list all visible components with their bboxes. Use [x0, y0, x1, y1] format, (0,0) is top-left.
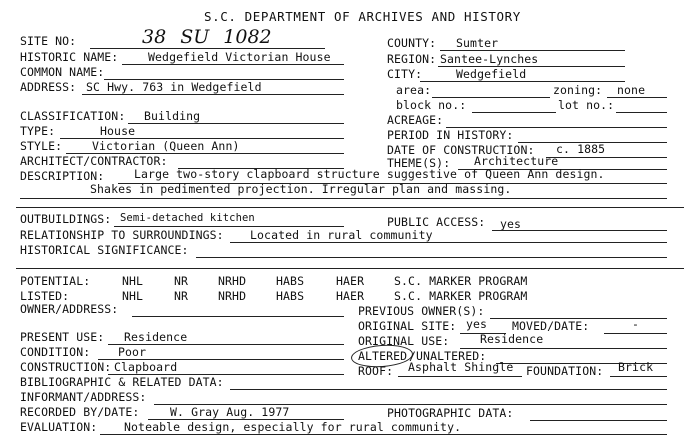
relationship-underline	[230, 242, 667, 243]
moved-date-value: -	[632, 317, 640, 331]
region-label: REGION:	[387, 52, 437, 66]
foundation-value: Brick	[618, 360, 654, 374]
roof-underline	[398, 376, 522, 377]
potential-haer: HAER	[336, 274, 365, 288]
potential-nrhd: NRHD	[218, 274, 247, 288]
moved-date-label: MOVED/DATE:	[512, 319, 590, 333]
type-value: House	[100, 124, 136, 138]
public-access-label: PUBLIC ACCESS:	[387, 215, 486, 229]
potential-label: POTENTIAL:	[20, 274, 91, 288]
bibliographic-label: BIBLIOGRAPHIC & RELATED DATA:	[20, 375, 224, 389]
address-underline	[82, 94, 344, 95]
city-underline	[420, 81, 625, 82]
potential-nhl: NHL	[122, 274, 144, 288]
section-divider	[16, 207, 684, 208]
theme-label: THEME(S):	[387, 156, 451, 170]
date-construction-value: c. 1885	[556, 142, 606, 156]
potential-marker: S.C. MARKER PROGRAM	[394, 274, 528, 288]
description-line-2: Shakes in pedimented projection. Irregular plan and massing.	[90, 182, 512, 196]
region-value: Santee-Lynches	[440, 52, 539, 66]
outbuildings-value: Semi-detached kitchen	[120, 212, 255, 224]
significance-label: HISTORICAL SIGNIFICANCE:	[20, 243, 189, 257]
area-label: area:	[396, 83, 432, 97]
owner-label: OWNER/ADDRESS:	[20, 302, 119, 316]
county-underline	[440, 50, 625, 51]
zoning-underline	[607, 97, 667, 98]
listed-haer: HAER	[336, 289, 365, 303]
common-name-label: COMMON NAME:	[20, 65, 105, 79]
type-label: TYPE:	[20, 124, 56, 138]
original-site-label: ORIGINAL SITE:	[358, 319, 457, 333]
style-label: STYLE:	[20, 139, 63, 153]
evaluation-value: Noteable design, especially for rural community.	[124, 420, 462, 434]
present-use-value: Residence	[124, 330, 188, 344]
moved-date-underline	[604, 333, 667, 334]
site-no-value: 38 SU 1082	[142, 26, 272, 48]
block-no-label: block no.:	[396, 98, 467, 112]
theme-value: Architecture	[474, 154, 559, 168]
lot-no-underline	[616, 112, 667, 113]
altered-option: ALTERED	[358, 349, 408, 363]
style-value: Victorian (Queen Ann)	[92, 139, 240, 153]
site-no-underline	[90, 48, 325, 49]
listed-nhl: NHL	[122, 289, 144, 303]
date-construction-label: DATE OF CONSTRUCTION:	[387, 143, 535, 157]
description-underline-2	[20, 198, 667, 199]
zoning-label: zoning:	[553, 83, 603, 97]
site-no-label: SITE NO:	[20, 34, 77, 48]
relationship-label: RELATIONSHIP TO SURROUNDINGS:	[20, 228, 224, 242]
potential-habs: HABS	[276, 274, 305, 288]
listed-nr: NR	[174, 289, 189, 303]
foundation-underline	[610, 376, 667, 377]
block-no-underline	[472, 112, 556, 113]
listed-nrhd: NRHD	[218, 289, 247, 303]
informant-label: INFORMANT/ADDRESS:	[20, 390, 147, 404]
outbuildings-underline	[114, 226, 344, 227]
recorded-label: RECORDED BY/DATE:	[20, 405, 140, 419]
foundation-label: FOUNDATION:	[526, 364, 604, 378]
historic-name-underline	[122, 64, 344, 65]
present-use-label: PRESENT USE:	[20, 330, 105, 344]
acreage-label: ACREAGE:	[387, 113, 444, 127]
outbuildings-label: OUTBUILDINGS:	[20, 212, 112, 226]
evaluation-underline	[100, 434, 667, 435]
zoning-value: none	[617, 83, 646, 97]
address-value: SC Hwy. 763 in Wedgefield	[86, 80, 262, 94]
classification-value: Building	[144, 109, 201, 123]
listed-marker: S.C. MARKER PROGRAM	[394, 289, 528, 303]
date-construction-underline	[546, 157, 667, 158]
address-label: ADDRESS:	[20, 80, 77, 94]
roof-label: ROOF:	[358, 364, 394, 378]
significance-underline	[196, 257, 667, 258]
description-label: DESCRIPTION:	[20, 169, 105, 183]
condition-label: CONDITION:	[20, 345, 91, 359]
condition-value: Poor	[118, 345, 147, 359]
original-use-underline	[460, 348, 667, 349]
description-line-1: Large two-story clapboard structure suggestive of Queen Ann design.	[134, 167, 605, 181]
photographic-underline	[530, 420, 667, 421]
classification-underline	[128, 123, 344, 124]
historic-name-value: Wedgefield Victorian House	[148, 50, 331, 64]
relationship-value: Located in rural community	[250, 228, 433, 242]
construction-label: CONSTRUCTION:	[20, 360, 112, 374]
section-divider-2	[16, 268, 684, 269]
form-title: S.C. DEPARTMENT OF ARCHIVES AND HISTORY	[204, 9, 521, 24]
classification-label: CLASSIFICATION:	[20, 109, 126, 123]
listed-label: LISTED:	[20, 289, 70, 303]
photographic-label: PHOTOGRAPHIC DATA:	[387, 406, 514, 420]
original-site-value: yes	[466, 317, 488, 331]
evaluation-label: EVALUATION:	[20, 420, 98, 434]
previous-owners-label: PREVIOUS OWNER(S):	[358, 304, 485, 318]
county-value: Sumter	[456, 36, 499, 50]
roof-value: Asphalt Shingle	[408, 360, 514, 374]
construction-value: Clapboard	[114, 360, 178, 374]
original-use-value: Residence	[480, 332, 544, 346]
county-label: COUNTY:	[387, 36, 437, 50]
lot-no-label: lot no.:	[558, 98, 615, 112]
unaltered-option: /UNALTERED:	[409, 349, 487, 363]
public-access-underline	[492, 230, 667, 231]
public-access-value: yes	[500, 217, 522, 231]
recorded-value: W. Gray Aug. 1977	[170, 405, 290, 419]
listed-habs: HABS	[276, 289, 305, 303]
bibliographic-underline	[230, 389, 667, 390]
potential-nr: NR	[174, 274, 189, 288]
owner-underline	[132, 316, 344, 317]
architect-label: ARCHITECT/CONTRACTOR:	[20, 154, 168, 168]
period-label: PERIOD IN HISTORY:	[387, 128, 514, 142]
historic-name-label: HISTORIC NAME:	[20, 50, 119, 64]
city-value: Wedgefield	[456, 67, 527, 81]
city-label: CITY:	[387, 67, 423, 81]
original-use-label: ORIGINAL USE:	[358, 334, 450, 348]
